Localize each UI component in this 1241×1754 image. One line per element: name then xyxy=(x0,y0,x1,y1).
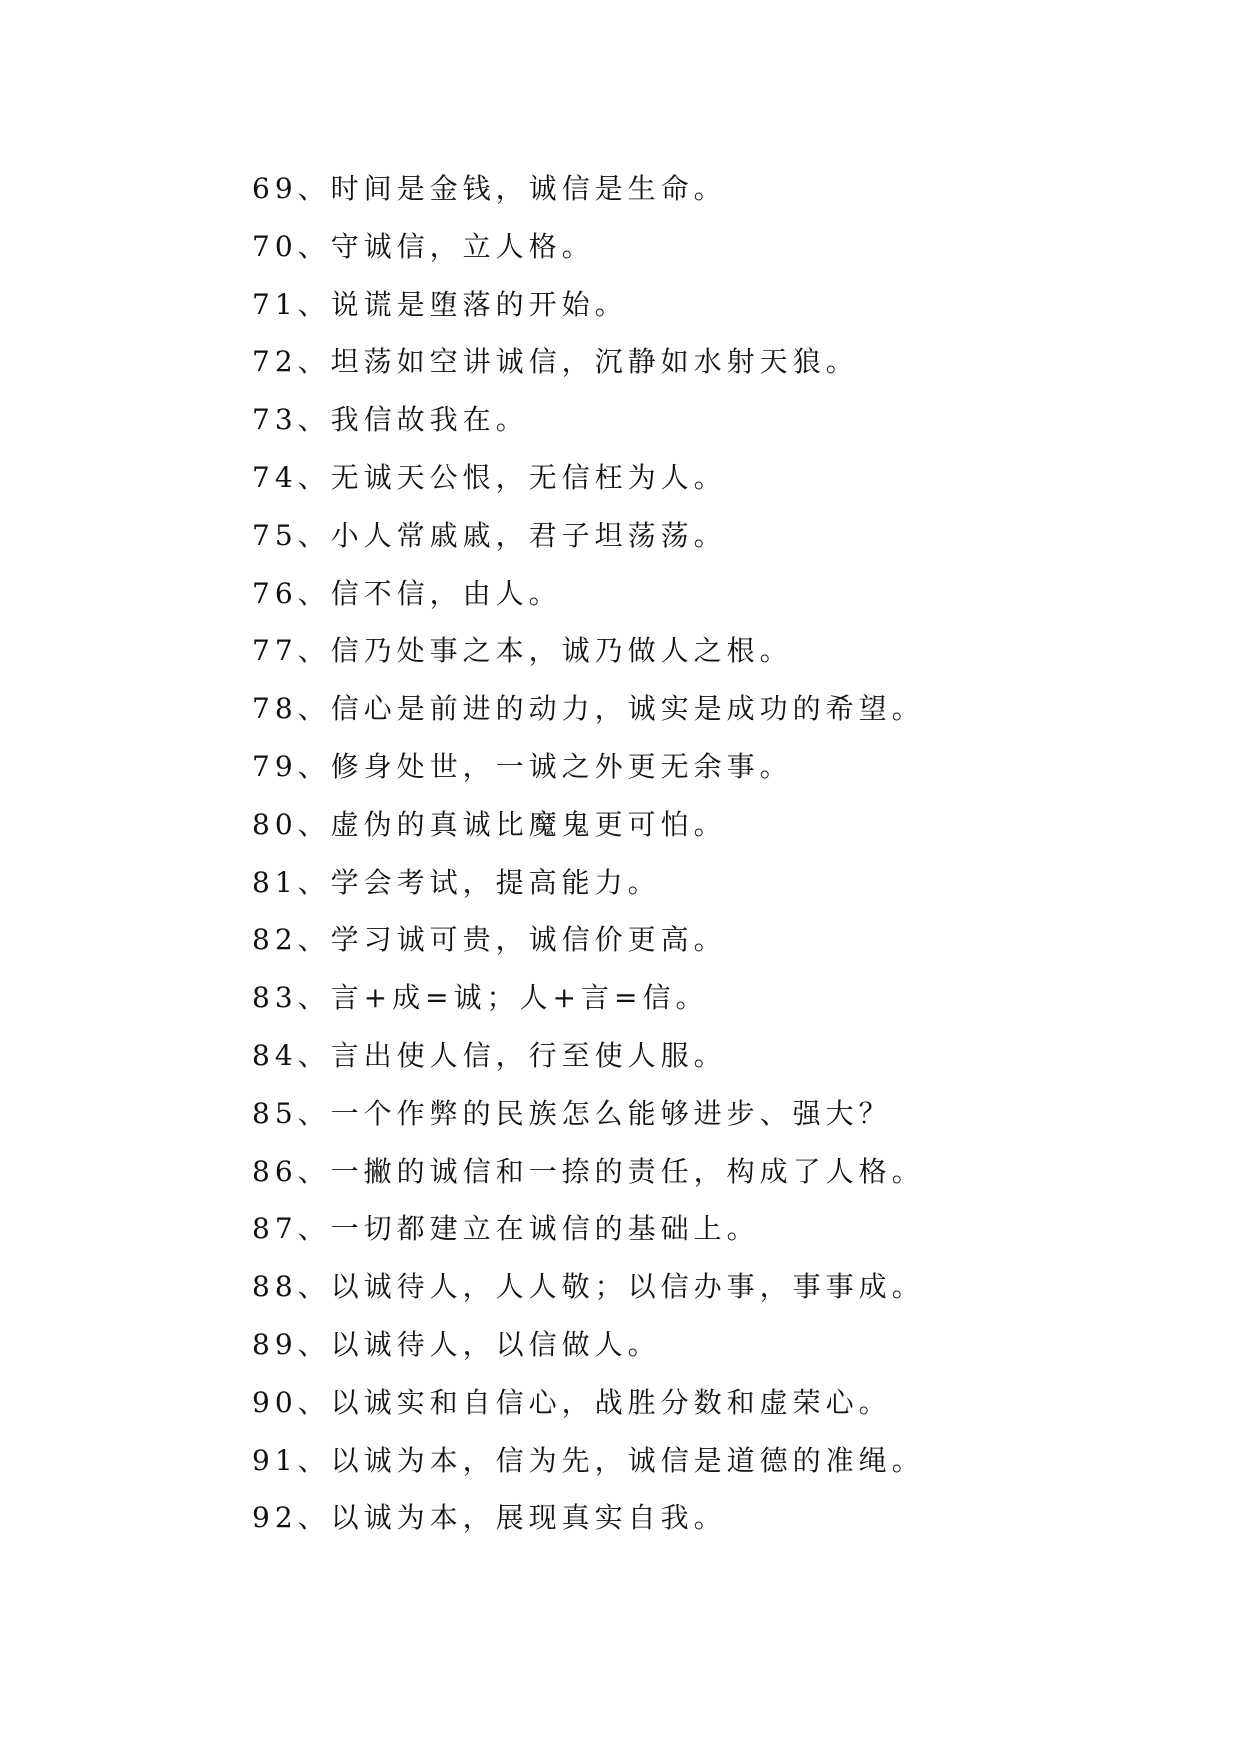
list-item: 85、一个作弊的民族怎么能够进步、强大？ xyxy=(252,1096,892,1130)
list-item: 83、言+成=诚；人+言=信。 xyxy=(252,981,709,1015)
list-item: 74、无诚天公恨，无信枉为人。 xyxy=(252,460,727,494)
list-item: 81、学会考试，提高能力。 xyxy=(252,865,661,899)
list-item: 73、我信故我在。 xyxy=(252,403,529,437)
list-item: 71、说谎是堕落的开始。 xyxy=(252,287,628,321)
list-item: 79、修身处世，一诚之外更无余事。 xyxy=(252,749,793,783)
list-item: 70、守诚信，立人格。 xyxy=(252,229,595,263)
list-item: 76、信不信，由人。 xyxy=(252,576,562,610)
list-item: 78、信心是前进的动力，诚实是成功的希望。 xyxy=(252,692,925,726)
list-item: 84、言出使人信，行至使人服。 xyxy=(252,1038,727,1072)
list-item: 89、以诚待人，以信做人。 xyxy=(252,1327,661,1361)
list-item: 69、时间是金钱，诚信是生命。 xyxy=(252,172,727,205)
list-item: 92、以诚为本，展现真实自我。 xyxy=(252,1501,727,1535)
list-item: 77、信乃处事之本，诚乃做人之根。 xyxy=(252,634,793,668)
list-item: 75、小人常戚戚，君子坦荡荡。 xyxy=(252,518,727,552)
list-item: 90、以诚实和自信心，战胜分数和虚荣心。 xyxy=(252,1385,892,1419)
slogan-list xyxy=(252,160,1152,1547)
list-item: 88、以诚待人，人人敬；以信办事，事事成。 xyxy=(252,1270,925,1304)
list-item: 86、一撇的诚信和一捺的责任，构成了人格。 xyxy=(252,1154,925,1188)
list-item: 87、一切都建立在诚信的基础上。 xyxy=(252,1212,760,1246)
list-item: 82、学习诚可贵，诚信价更高。 xyxy=(252,923,727,957)
list-item: 80、虚伪的真诚比魔鬼更可怕。 xyxy=(252,807,727,841)
list-item: 91、以诚为本，信为先，诚信是道德的准绳。 xyxy=(252,1443,925,1477)
list-item: 72、坦荡如空讲诚信，沉静如水射天狼。 xyxy=(252,345,859,379)
